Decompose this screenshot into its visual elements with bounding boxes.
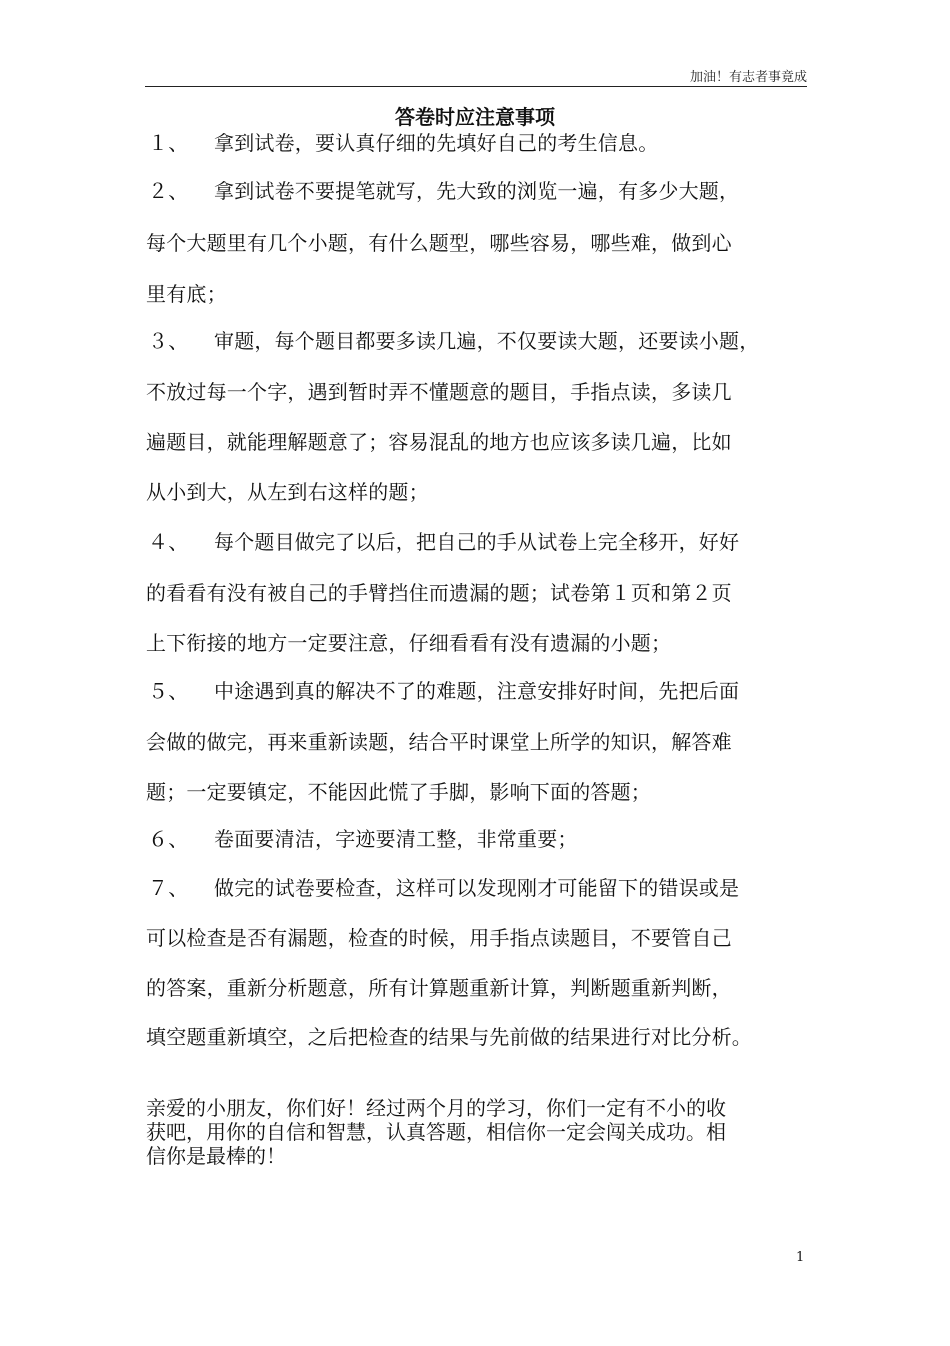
list-item [146, 823, 578, 852]
item-text-line: 遍题目，就能理解题意了；容易混乱的地方也应该多读几遍，比如 [146, 430, 732, 454]
item-text-line: 填空题重新填空，之后把检查的结果与先前做的结果进行对比分析。 [146, 1025, 752, 1049]
item-number: ７、 [148, 876, 189, 900]
item-text: 卷面要清洁，字迹要清工整，非常重要； [214, 827, 578, 851]
closing-line: 亲爱的小朋友，你们好！经过两个月的学习，你们一定有不小的收 [146, 1096, 726, 1120]
item-text-line: 的答案，重新分析题意，所有计算题重新计算，判断题重新判断， [146, 976, 732, 1000]
item-number: ５、 [148, 679, 189, 703]
item-number: ６、 [148, 827, 189, 851]
closing-message [146, 1096, 816, 1168]
list-item [146, 175, 739, 204]
item-text: 中途遇到真的解决不了的难题，注意安排好时间，先把后面 [214, 679, 740, 703]
item-text-line: 不放过每一个字，遇到暂时弄不懂题意的题目，手指点读，多读几 [146, 380, 732, 404]
list-item [146, 675, 739, 704]
item-number: ４、 [148, 530, 189, 554]
document-title: 答卷时应注意事项 [395, 105, 555, 129]
header-motto: 加油！有志者事竟成 [689, 70, 807, 85]
list-item [146, 872, 739, 901]
item-text: 拿到试卷，要认真仔细的先填好自己的考生信息。 [214, 131, 659, 155]
item-text-line: 题；一定要镇定，不能因此慌了手脚，影响下面的答题； [146, 780, 651, 804]
item-text-line: 每个大题里有几个小题，有什么题型，哪些容易，哪些难，做到心 [146, 231, 732, 255]
item-text-line: 可以检查是否有漏题，检查的时候，用手指点读题目，不要管自己 [146, 926, 732, 950]
item-text-line: 上下衔接的地方一定要注意，仔细看看有没有遗漏的小题； [146, 631, 672, 655]
page-number: 1 [796, 1250, 805, 1265]
item-text: 审题，每个题目都要多读几遍，不仅要读大题，还要读小题， [214, 329, 760, 353]
item-text: 做完的试卷要检查，这样可以发现刚才可能留下的错误或是 [214, 876, 740, 900]
closing-line: 信你是最棒的！ [146, 1144, 286, 1168]
item-text-line: 从小到大，从左到右这样的题； [146, 480, 429, 504]
header-divider [145, 86, 807, 87]
list-item [146, 526, 739, 555]
item-text: 每个题目做完了以后，把自己的手从试卷上完全移开，好好 [214, 530, 740, 554]
item-text-line: 里有底； [146, 282, 227, 306]
item-text-line: 会做的做完，再来重新读题，结合平时课堂上所学的知识，解答难 [146, 730, 732, 754]
list-item [146, 325, 759, 354]
item-text-line: 的看看有没有被自己的手臂挡住而遗漏的题；试卷第１页和第２页 [146, 581, 732, 605]
item-number: ２、 [148, 179, 189, 203]
item-number: ３、 [148, 329, 189, 353]
item-text: 拿到试卷不要提笔就写，先大致的浏览一遍，有多少大题， [214, 179, 740, 203]
closing-line: 获吧，用你的自信和智慧，认真答题，相信你一定会闯关成功。相 [146, 1120, 726, 1144]
list-item [146, 127, 658, 156]
item-number: １、 [148, 131, 189, 155]
